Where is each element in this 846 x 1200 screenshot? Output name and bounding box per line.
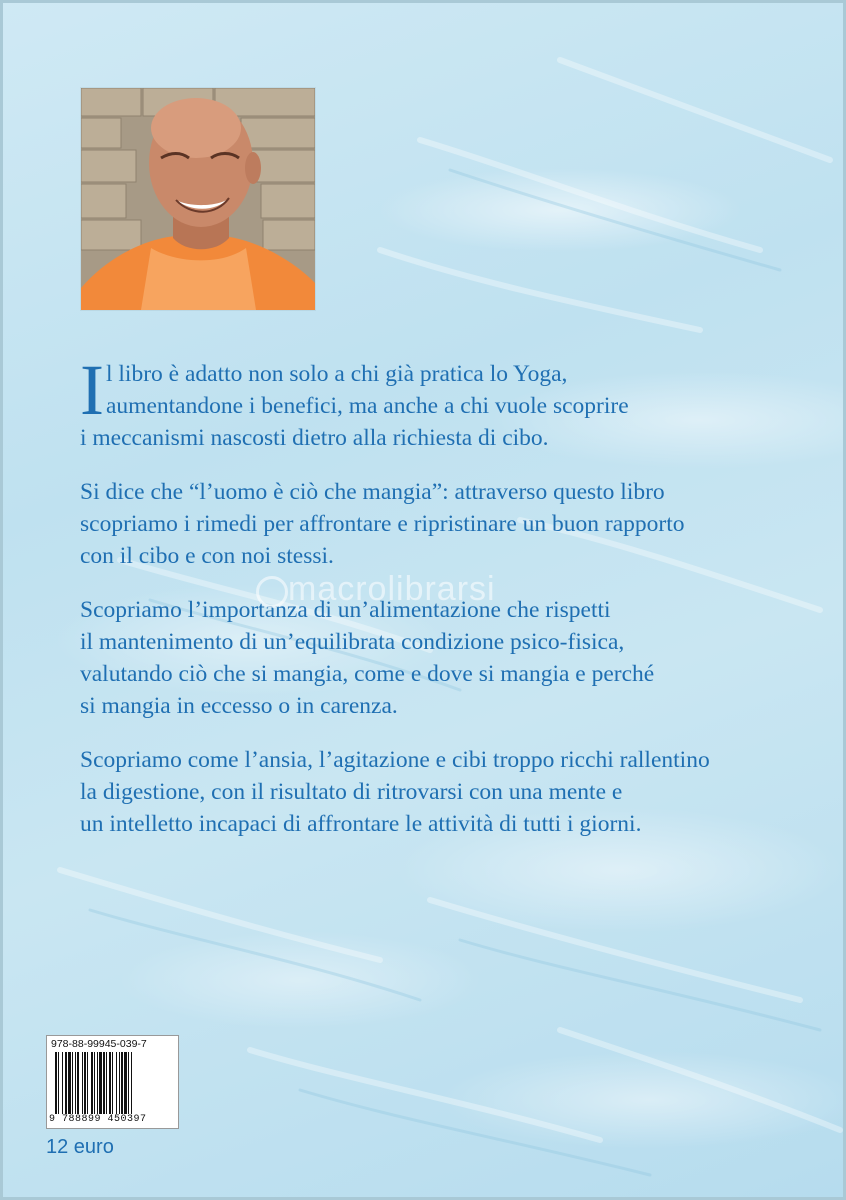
barcode-bar — [62, 1052, 63, 1114]
isbn-number: 978-88-99945-039-7 — [51, 1038, 147, 1050]
blurb-text — [80, 350, 800, 862]
barcode-bar — [99, 1052, 102, 1114]
blurb-line: scopriamo i rimedi per affrontare e ripristinare un buon rapporto — [80, 511, 685, 537]
barcode-bar — [109, 1052, 111, 1114]
barcode-bar — [55, 1052, 57, 1114]
barcode-bar — [68, 1052, 71, 1114]
barcode-bars — [53, 1052, 173, 1114]
blurb-line: Si dice che “l’uomo è ciò che mangia”: attraverso questo libro — [80, 479, 665, 505]
barcode-bar — [58, 1052, 59, 1114]
barcode — [46, 1035, 179, 1129]
blurb-line: aumentandone i benefici, ma anche a chi vuole scoprire — [105, 393, 629, 419]
blurb-line: un intelletto incapaci di affrontare le attività di tutti i giorni. — [80, 811, 642, 837]
blurb-line: il mantenimento di un’equilibrata condizione psico-fisica, — [80, 629, 625, 655]
blurb-paragraph-4 — [80, 744, 800, 840]
barcode-bar — [82, 1052, 83, 1114]
barcode-bar — [124, 1052, 127, 1114]
barcode-bar — [84, 1052, 86, 1114]
blurb-paragraph-2 — [80, 476, 800, 572]
drop-cap: I — [80, 350, 104, 430]
barcode-bar — [72, 1052, 73, 1114]
blurb-line: si mangia in eccesso o in carenza. — [80, 693, 398, 719]
barcode-bar — [87, 1052, 88, 1114]
watermark — [288, 570, 496, 609]
blurb-paragraph-3 — [80, 594, 800, 722]
watermark-logo-icon — [256, 576, 288, 608]
barcode-bar — [131, 1052, 132, 1114]
barcode-bar — [106, 1052, 107, 1114]
barcode-bar — [75, 1052, 76, 1114]
price-label: 12 euro — [46, 1136, 114, 1158]
barcode-bar — [65, 1052, 67, 1114]
blurb-line: l libro è adatto non solo a chi già pratica lo Yoga, — [105, 361, 568, 387]
blurb-line: Scopriamo come l’ansia, l’agitazione e cibi troppo ricchi rallentino — [80, 747, 710, 773]
blurb-line: la digestione, con il risultato di ritrovarsi con una mente e — [80, 779, 623, 805]
barcode-bar — [94, 1052, 95, 1114]
author-photo — [81, 88, 315, 310]
barcode-bar — [77, 1052, 79, 1114]
barcode-bar — [103, 1052, 105, 1114]
barcode-bar — [121, 1052, 123, 1114]
barcode-bar — [128, 1052, 129, 1114]
barcode-bar — [112, 1052, 113, 1114]
blurb-line: valutando ciò che si mangia, come e dove si mangia e perché — [80, 661, 655, 687]
blurb-line: con il cibo e con noi stessi. — [80, 543, 334, 569]
blurb-paragraph-1 — [80, 350, 800, 454]
barcode-digits: 9 788899 450397 — [49, 1114, 147, 1125]
blurb-line: Scopriamo l’importanza di un’alimentazione che rispetti — [80, 597, 611, 623]
blurb-line: i meccanismi nascosti dietro alla richiesta di cibo. — [80, 425, 549, 451]
watermark-text: macrolibrarsi — [288, 570, 496, 608]
barcode-bar — [97, 1052, 98, 1114]
barcode-bar — [119, 1052, 120, 1114]
barcode-bar — [116, 1052, 117, 1114]
barcode-bar — [91, 1052, 93, 1114]
